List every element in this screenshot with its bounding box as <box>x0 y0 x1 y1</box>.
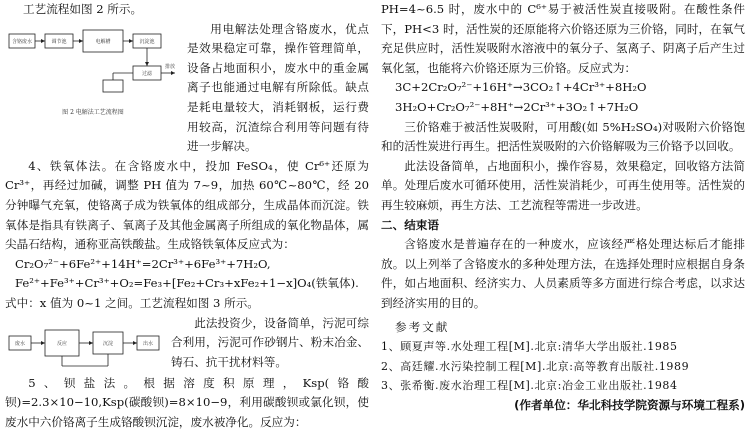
fig2-label: 调节池 <box>51 38 67 45</box>
fig3-label: 废水 <box>14 340 26 347</box>
fig2-label: 沉淀池 <box>139 38 155 45</box>
figure-3-block <box>5 314 369 374</box>
reference-item: 3、张希衡.废水治理工程[M].北京:冶金工业出版社.1984 <box>381 379 678 393</box>
paragraph: 工艺流程如图 2 所示。 <box>23 2 143 16</box>
figure-3-flowchart <box>5 318 165 374</box>
figure-2-caption: 图 2 电解法工艺流程图 <box>62 108 124 116</box>
paragraph: 含铬废水是普遍存在的一种废水，应该经严格处理达标后才能排放。以上列举了含铬废水的多种处理方法，在选择处理时应根据自身条件，如占地面积、经济实力、人员素质等多方面进行综合考虑，以求达到经济实用的目的。 <box>381 237 745 310</box>
paragraph: 此法投资少，设备简单，污泥可综合利用，污泥可作砂钢片、粉末冶金、铸石、抗干扰材料等。 <box>171 315 369 369</box>
section-heading: 二、结束语 <box>381 217 439 232</box>
fig3-label: 出水 <box>142 340 154 347</box>
fig2-label: 电解槽 <box>95 38 111 45</box>
paragraph: 此法设备简单，占地面积小，操作容易，效果稳定，回收铬方法简单。处理后废水可循环使用，活性炭消耗少，可再生使用等。活性炭的再生较麻烦，再生方法、工艺流程等需进一步改进。 <box>381 158 745 212</box>
fig3-label: 反应 <box>56 340 68 347</box>
paragraph: 4、铁氧体法。在含铬废水中，投加 FeSO₄，使 Cr⁶⁺还原为 Cr³⁺，再经过加碱，调整 PH 值为 7~9，加热 60℃~80℃，经 20 分钟曝气充氧，使铬离子成为铁氧体的组成部分，生成晶体而沉淀。铁氧体是指具有铁离子、氧离子及其他金属离子所组成的氧化物晶体，属尖晶石结构，通称亚高铁酸盐。生成铬铁氧体反应式为： <box>5 158 369 252</box>
left-column <box>5 0 369 432</box>
paragraph: 三价铬难于被活性炭吸附，可用酸(如 5%H₂SO₄)对吸附六价铬饱和的活性炭进行再生。把活性炭吸附的六价铬解吸为三价铬予以回收。 <box>381 119 745 154</box>
fig3-label: 沉淀 <box>102 340 114 347</box>
author-affiliation: (作者单位：华北科技学院资源与环境工程系) <box>514 397 745 412</box>
paragraph: 式中：x 值为 0~1 之间。工艺流程如图 3 所示。 <box>5 295 259 310</box>
paragraph: PH=4~6.5 时，废水中的 C⁶⁺易于被活性炭直接吸附。在酸性条件下，PH<3 时，活性炭的还原能将六价铬还原为三价铬，同时，在氧气充足供应时，活性炭吸附水溶液中的氧分子、氢离子、阴离子后产生过氧化氢，也能将六价铬还原为三价铬。反应式为： <box>381 2 745 75</box>
figure-2-block <box>5 20 369 157</box>
reference-item: 2、高廷耀.水污染控制工程[M].北京:高等教育出版社.1989 <box>381 359 690 373</box>
right-column <box>381 0 745 415</box>
paragraph: 用电解法处理含铬废水，优点是效果稳定可靠，操作管理简单，设备占地面积小，废水中的重金属离子也能通过电解有所除低。缺点是耗电量较大，消耗钢板，运行费用较高，沉渣综合利用等问题有待进一步解决。 <box>187 21 369 154</box>
fig2-label: 含铬废水 <box>11 38 33 45</box>
equation: Fe²⁺+Fe³⁺+Cr³⁺+O₂=Fe₃+[Fe₂+Cr₃+xFe₂+1−x]O₄(铁氧体). <box>15 276 359 291</box>
equation: 3H₂O+Cr₂O₇²⁻+8H⁺→2Cr³⁺+3O₂↑+7H₂O <box>395 99 639 114</box>
paragraph: 5、钡盐法。根据溶度积原理，Ksp(铬酸钡)=2.3×10−10,Ksp(碳酸钡)=8×10−9，利用碳酸钡或氯化钡，使废水中六价铬离子生成铬酸钡沉淀，废水被净化。反应为： <box>5 375 369 429</box>
equation: 3C+2Cr₂O₇²⁻+16H⁺→3CO₂↑+4Cr³⁺+8H₂O <box>395 80 647 95</box>
equation: Cr₂O₇²⁻+6Fe²⁺+14H⁺=2Cr³⁺+6Fe³⁺+7H₂O, <box>15 256 271 271</box>
reference-item: 1、顾夏声等.水处理工程[M].北京:清华大学出版社.1985 <box>381 340 678 354</box>
figure-2-flowchart <box>5 20 181 118</box>
references-title: 参考文献 <box>395 319 450 334</box>
fig2-label: 过滤 <box>141 70 153 77</box>
fig2-label: 排放 <box>164 63 176 70</box>
